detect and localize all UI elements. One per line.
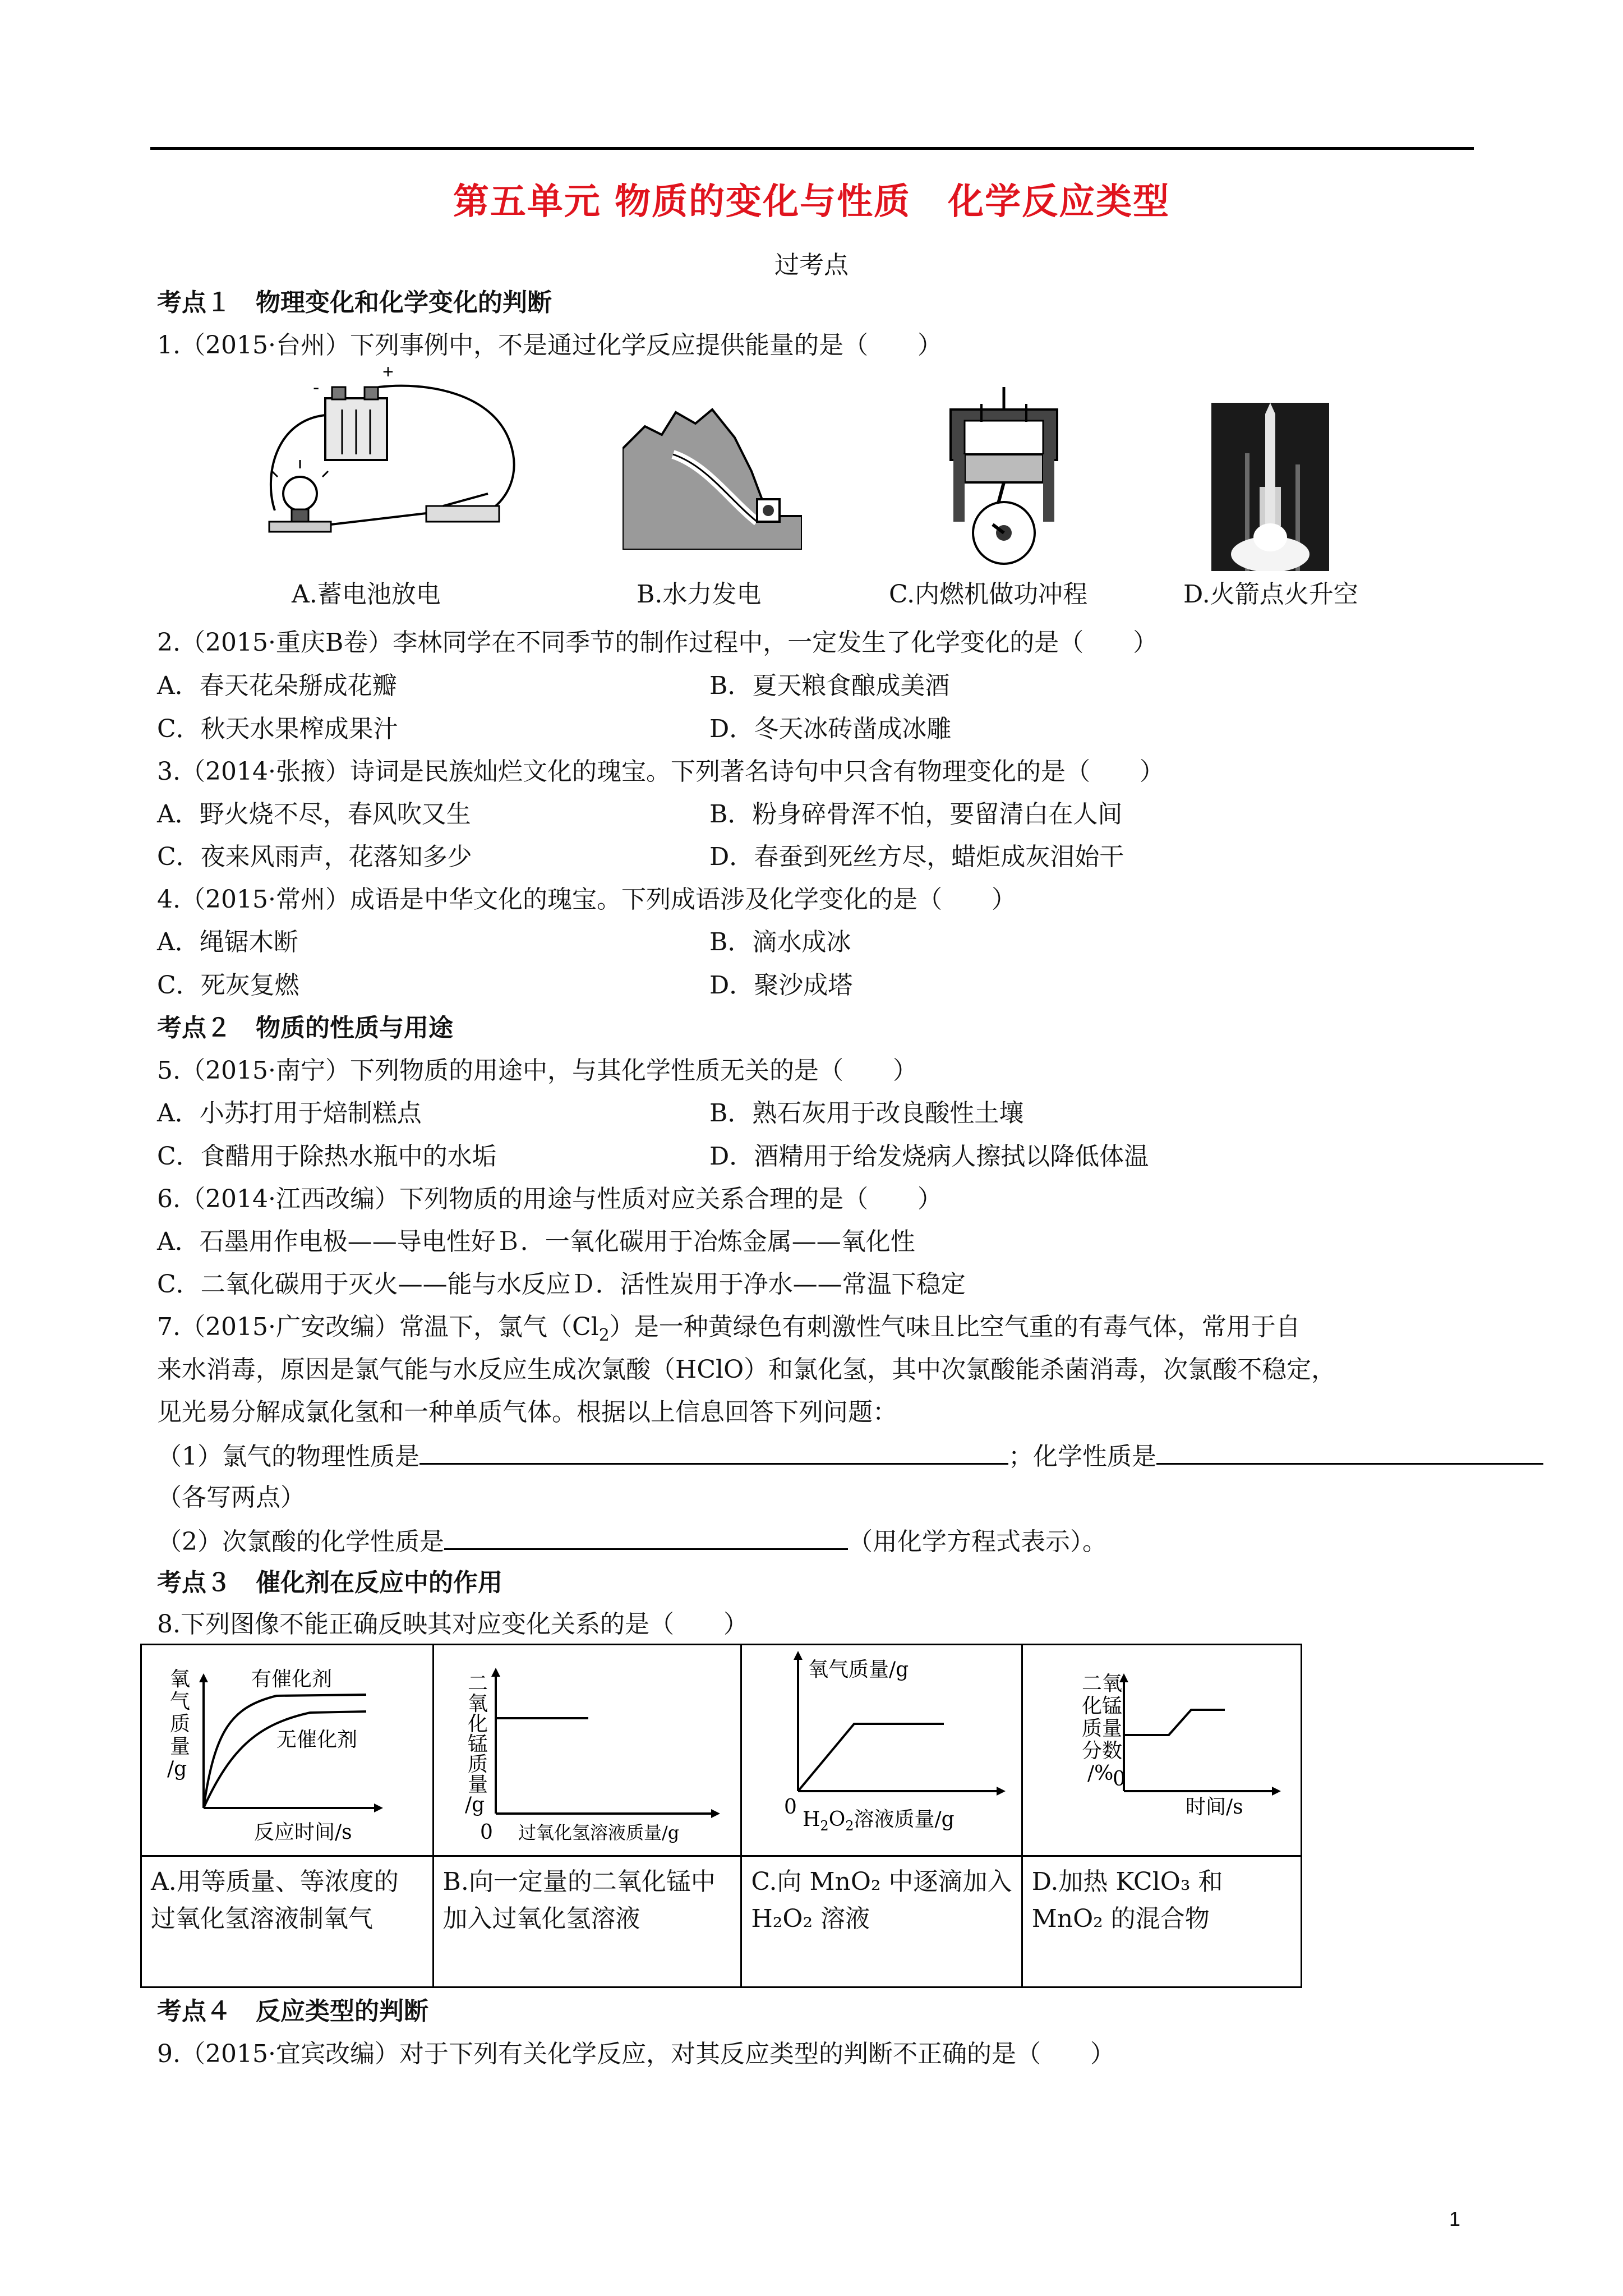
q1-caption-c: C.内燃机做功冲程 (889, 580, 1088, 609)
section-heading-2: 考点２ 物质的性质与用途 (157, 1014, 453, 1042)
q8-graph-b (434, 1645, 737, 1853)
q8b-ylabel-5: 质 (467, 1753, 488, 1776)
top-rule (150, 147, 1474, 150)
q3-option-d: D．春蚕到死丝方尽，蜡炬成灰泪始干 (709, 843, 1124, 871)
q8-caption-d: D.加热 KClO₃ 和 MnO₂ 的混合物 (1022, 1856, 1301, 1987)
q4-option-d: D．聚沙成塔 (709, 971, 853, 1000)
q5-option-a: A．小苏打用于焙制糕点 (157, 1099, 422, 1128)
q8c-xlabel: $H_2O_2$溶液质量/g (803, 1808, 955, 1834)
combustion-engine-figure (942, 387, 1066, 572)
q8d-ylabel-2: 化锰 (1081, 1695, 1122, 1718)
q3-option-b: B．粉身碎骨浑不怕，要留清白在人间 (709, 800, 1123, 829)
q8a-ylabel-4: 量 (170, 1735, 191, 1758)
q8-graph-c (742, 1645, 1018, 1853)
q5-option-c: C．食醋用于除热水瓶中的水垢 (157, 1142, 497, 1171)
battery-circuit-figure (258, 359, 516, 561)
section-heading-4: 考点４ 反应类型的判断 (157, 1997, 428, 2026)
q1-caption-a: A.蓄电池放电 (292, 580, 441, 609)
q2-option-a: A．春天花朵掰成花瓣 (157, 671, 397, 700)
q8-graph-d (1023, 1645, 1298, 1853)
section-heading-3: 考点３ 催化剂在反应中的作用 (157, 1568, 502, 1597)
q8a-ylabel-2: 气 (170, 1690, 191, 1713)
q7-part-1: （1）氯气的物理性质是 ；化学性质是 (157, 1438, 1543, 1474)
q5-option-b: B．熟石灰用于改良酸性土壤 (709, 1099, 1024, 1128)
q8c-ylabel: 氧气质量/g (808, 1658, 909, 1681)
q8b-xlabel: 过氧化氢溶液质量/g (518, 1822, 679, 1843)
q5-option-d: D．酒精用于给发烧病人擦拭以降低体温 (709, 1142, 1149, 1171)
q6-options-line-2: C．二氧化碳用于灭火——能与水反应Ｄ．活性炭用于净水——常温下稳定 (157, 1270, 966, 1299)
q8a-xlabel: 反应时间/s (254, 1821, 352, 1844)
rocket-launch-figure (1211, 403, 1329, 571)
q8-graph-table (140, 1644, 1302, 1988)
question-8-stem: 8.下列图像不能正确反映其对应变化关系的是（ ） (157, 1610, 748, 1639)
question-7-line-1: 7.（2015·广安改编）常温下，氯气$(Cl_2)$是一种黄绿色有刺激性气味且比空气重的有毒气体，常用于自 (157, 1313, 1301, 1345)
q8a-curve-no-catalyst-label: 无催化剂 (276, 1728, 358, 1751)
q8d-xlabel: 时间/s (1185, 1796, 1243, 1819)
q8d-ylabel-5: /% (1087, 1762, 1114, 1785)
q6-options-line-1: A．石墨用作电极——导电性好Ｂ．一氧化碳用于冶炼金属——氧化性 (157, 1227, 915, 1256)
q8b-ylabel-2: 氧 (467, 1692, 488, 1715)
q7-part-1-note: （各写两点） (157, 1483, 305, 1512)
q8-caption-c: C.向 MnO₂ 中逐滴加入 H₂O₂ 溶液 (741, 1856, 1022, 1987)
q8b-ylabel-4: 锰 (467, 1733, 488, 1756)
q7-hclo-equation-blank[interactable] (444, 1524, 848, 1550)
page-number: 1 (1449, 2207, 1460, 2230)
q2-option-d: D．冬天冰砖凿成冰雕 (709, 715, 952, 743)
q1-caption-b: B.水力发电 (637, 580, 762, 609)
q8d-ylabel-1: 二氧 (1081, 1672, 1122, 1695)
question-4-stem: 4.（2015·常州）成语是中华文化的瑰宝。下列成语涉及化学变化的是（ ） (157, 885, 1016, 914)
q3-option-c: C．夜来风雨声，花落知多少 (157, 843, 472, 871)
q8-graph-a (142, 1645, 429, 1853)
q2-option-b: B．夏天粮食酿成美酒 (709, 671, 950, 700)
q4-option-a: A．绳锯木断 (157, 928, 298, 956)
q8c-origin: 0 (784, 1796, 797, 1819)
q8-graph-cell-b (433, 1645, 741, 1856)
question-9-stem: 9.（2015·宜宾改编）对于下列有关化学反应，对其反应类型的判断不正确的是（ ） (157, 2040, 1115, 2068)
page-title: 第五单元 物质的变化与性质 化学反应类型 (453, 181, 1170, 223)
q8d-ylabel-4: 分数 (1081, 1740, 1122, 1763)
battery-plus-sign: + (382, 361, 394, 383)
q8a-ylabel-5: /g (167, 1757, 187, 1780)
battery-minus-sign: - (313, 377, 320, 398)
section-heading-1: 考点１ 物理变化和化学变化的判断 (157, 288, 552, 317)
q8b-ylabel-1: 二 (467, 1672, 488, 1695)
q7-physical-property-blank[interactable] (419, 1438, 1008, 1465)
q2-option-c: C．秋天水果榨成果汁 (157, 715, 398, 743)
q8-caption-a: A.用等质量、等浓度的过氧化氢溶液制氧气 (141, 1856, 434, 1987)
question-7-line-3: 见光易分解成氯化氢和一种单质气体。根据以上信息回答下列问题： (157, 1398, 897, 1427)
q7-part-2: （2）次氯酸的化学性质是 （用化学方程式表示）。 (157, 1524, 1107, 1559)
q8-graph-cell-c (741, 1645, 1022, 1856)
q8d-origin: 0 (1112, 1768, 1126, 1791)
question-7-line-2: 来水消毒，原因是氯气能与水反应生成次氯酸（HClO）和氯化氢，其中次氯酸能杀菌消毒，次氯酸不稳定， (157, 1355, 1336, 1384)
question-2-stem: 2.（2015·重庆B卷）李林同学在不同季节的制作过程中，一定发生了化学变化的是（ ） (157, 628, 1158, 657)
q8b-ylabel-3: 化 (467, 1713, 488, 1736)
question-6-stem: 6.（2014·江西改编）下列物质的用途与性质对应关系合理的是（ ） (157, 1185, 942, 1213)
question-1-stem: 1.（2015·台州）下列事例中，不是通过化学反应提供能量的是（ ） (157, 331, 942, 360)
q8d-ylabel-3: 质量 (1081, 1717, 1122, 1740)
q8b-ylabel-7: /g (464, 1793, 485, 1816)
q8a-curve-catalyst-label: 有催化剂 (251, 1668, 333, 1691)
q4-option-c: C．死灰复燃 (157, 971, 299, 1000)
q8b-ylabel-6: 量 (467, 1773, 488, 1796)
question-3-stem: 3.（2014·张掖）诗词是民族灿烂文化的瑰宝。下列著名诗句中只含有物理变化的是（ ） (157, 757, 1164, 786)
hydro-power-figure (623, 404, 802, 550)
q7-chemical-property-blank[interactable] (1156, 1438, 1543, 1465)
question-5-stem: 5.（2015·南宁）下列物质的用途中，与其化学性质无关的是（ ） (157, 1056, 917, 1085)
q8-caption-b: B.向一定量的二氧化锰中加入过氧化氢溶液 (433, 1856, 741, 1987)
q8b-origin: 0 (479, 1821, 493, 1844)
q4-option-b: B．滴水成冰 (709, 928, 851, 956)
q8-graph-cell-a (141, 1645, 434, 1856)
page-subtitle: 过考点 (774, 251, 849, 279)
q1-caption-d: D.火箭点火升空 (1183, 580, 1358, 609)
q8a-ylabel-1: 氧 (170, 1668, 191, 1691)
q3-option-a: A．野火烧不尽，春风吹又生 (157, 800, 471, 829)
q8-graph-cell-d (1022, 1645, 1301, 1856)
q8a-ylabel-3: 质 (170, 1713, 191, 1736)
